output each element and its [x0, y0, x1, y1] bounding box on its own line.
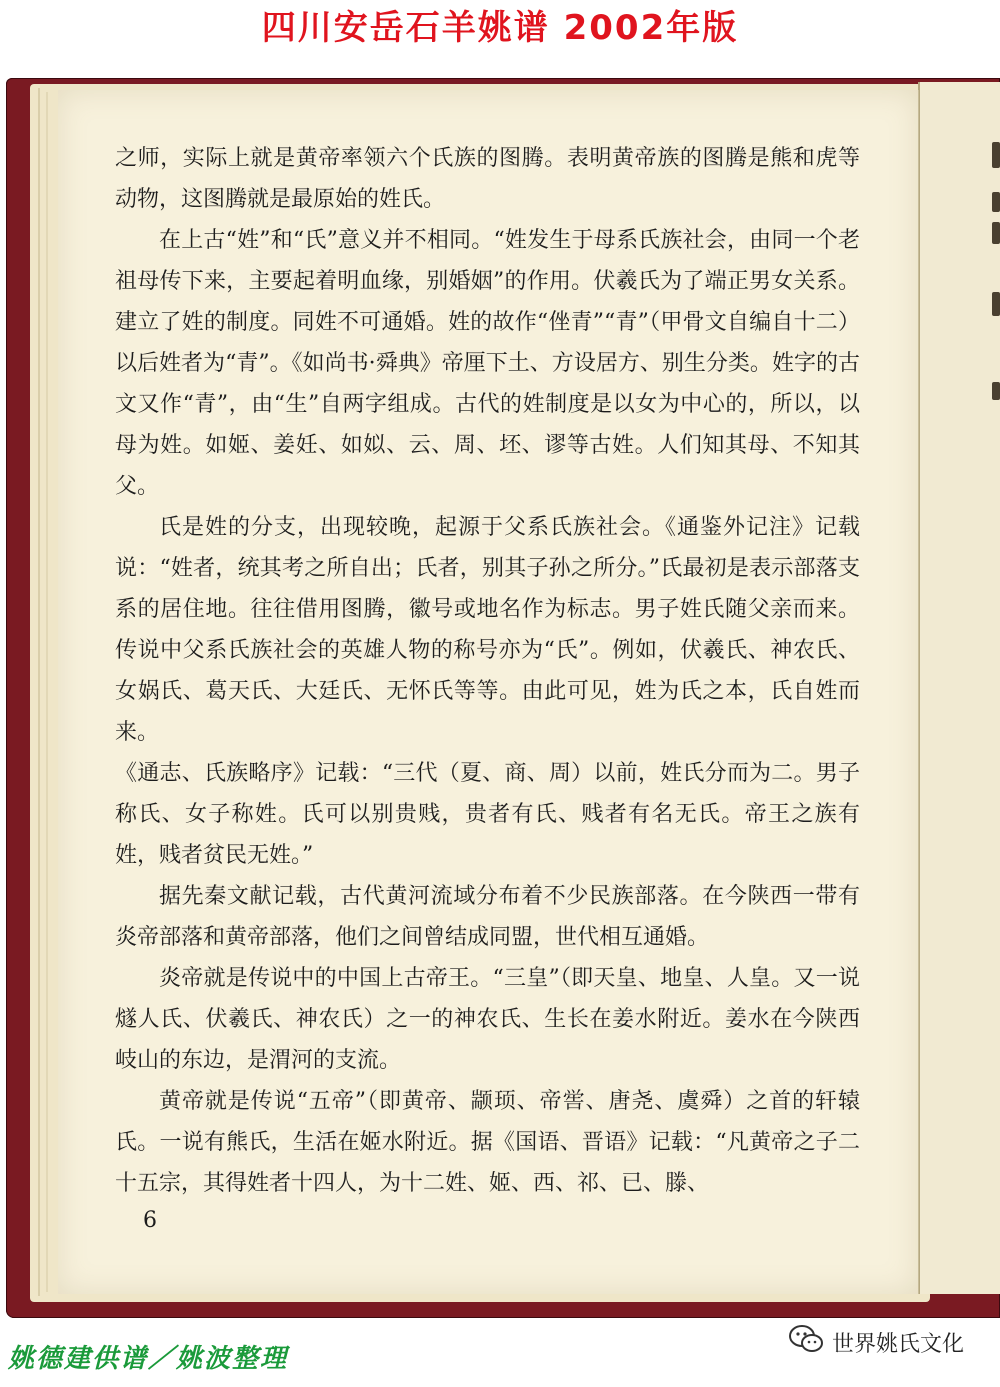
watermark-text: 世界姚氏文化: [831, 1331, 964, 1357]
next-page-text-fragment: [992, 192, 1000, 212]
next-page-text-fragment: [992, 382, 1000, 400]
wechat-icon: [788, 1324, 824, 1360]
paragraph: 之师，实际上就是黄帝率领六个氏族的图腾。表明黄帝族的图腾是熊和虎等动物，这图腾就是最原始的姓氏。: [115, 146, 860, 212]
page-body-text: [115, 138, 860, 1204]
next-page-text-fragment: [992, 292, 1000, 316]
paragraph: 氏是姓的分支，出现较晚，起源于父系氏族社会。《通鉴外记注》记载说：“姓者，统其考之所自出；氏者，别其子孙之所分。”氏最初是表示部落支系的居住地。往往借用图腾，徽号或地名作为标志。男子姓氏随父亲而来。传说中父系氏族社会的英雄人物的称号亦为“氏”。例如，伏羲氏、神农氏、女娲氏、葛天氏、大廷氏、无怀氏等等。由此可见，姓为氏之本，氏自姓而来。: [115, 515, 860, 745]
watermark: [788, 1322, 964, 1362]
paragraph: 黄帝就是传说“五帝”（即黄帝、颛顼、帝喾、唐尧、虞舜）之首的轩辕氏。一说有熊氏，生活在姬水附近。据《国语、晋语》记载：“凡黄帝之子二十五宗，其得姓者十四人，为十二姓、姬、西、祁、已、滕、: [115, 1089, 860, 1196]
paragraph: 据先秦文献记载，古代黄河流域分布着不少民族部落。在今陕西一带有炎帝部落和黄帝部落，他们之间曾结成同盟，世代相互通婚。: [115, 884, 860, 950]
footer-credit: 姚德建供谱／姚波整理: [8, 1344, 289, 1374]
paragraph: 在上古“姓”和“氏”意义并不相同。“姓发生于母系氏族社会，由同一个老祖母传下来，主要起着明血缘，别婚姻”的作用。伏羲氏为了端正男女关系。建立了姓的制度。同姓不可通婚。姓的故作“侳青”“青”（甲骨文自编自十二）以后姓者为“青”。《如尚书·舜典》帝厘下土、方设居方、别生分类。姓字的古文又作“青”，由“生”自两字组成。古代的姓制度是以女为中心的，所以，以母为姓。如姬、姜妊、如姒、云、周、坯、谬等古姓。人们知其母、不知其父。: [115, 228, 860, 499]
page-number: 6: [143, 1208, 157, 1233]
paragraph: 炎帝就是传说中的中国上古帝王。“三皇”（即天皇、地皇、人皇。又一说燧人氏、伏羲氏、神农氏）之一的神农氏、生长在姜水附近。姜水在今陕西岐山的东边，是渭河的支流。: [115, 966, 860, 1073]
paragraph: 《通志、氏族略序》记载：“三代（夏、商、周）以前，姓氏分而为二。男子称氏、女子称姓。氏可以别贵贱，贵者有氏、贱者有名无氏。帝王之族有姓，贱者贫民无姓。”: [115, 761, 860, 868]
next-page-text-fragment: [992, 222, 1000, 244]
page-header-title: 四川安岳石羊姚谱 2002年版: [261, 8, 739, 48]
next-page-text-fragment: [992, 142, 1000, 168]
next-page: [918, 82, 1000, 1294]
